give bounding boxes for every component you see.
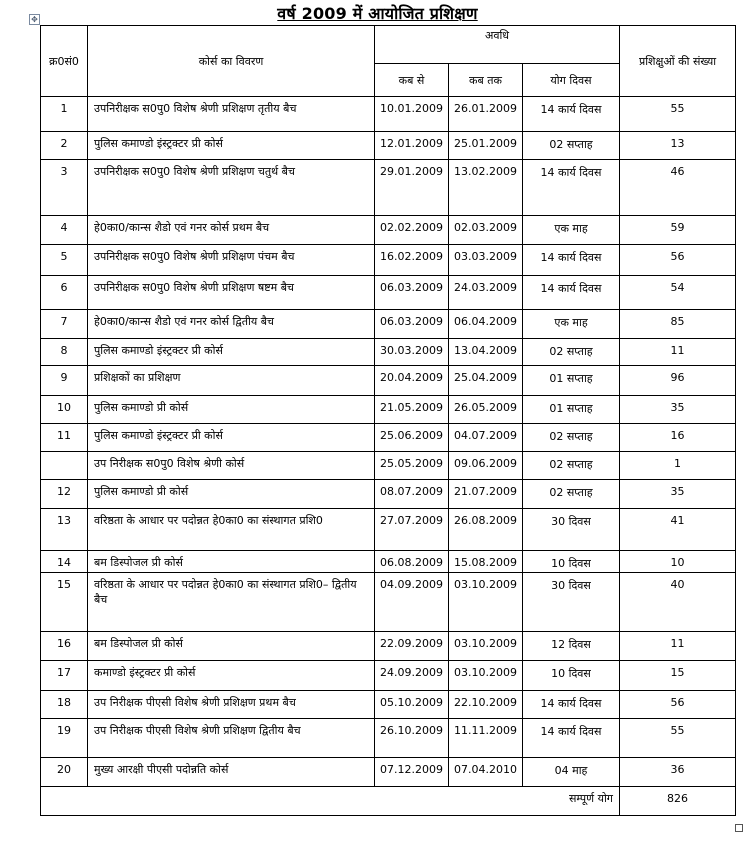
table-row [41, 132, 736, 160]
row-days: 14 कार्य दिवस [523, 160, 620, 216]
row-sn: 17 [41, 661, 88, 691]
table-row [41, 480, 736, 509]
row-to: 13.02.2009 [449, 160, 523, 216]
row-from: 08.07.2009 [375, 480, 449, 509]
row-course: हे0का0/कान्स शैडो एवं गनर कोर्स द्वितीय बैच [88, 310, 375, 339]
row-course: उपनिरीक्षक स0पु0 विशेष श्रेणी प्रशिक्षण पंचम बैच [88, 245, 375, 276]
row-from: 21.05.2009 [375, 396, 449, 424]
row-from: 06.08.2009 [375, 551, 449, 573]
row-count: 55 [620, 719, 736, 758]
row-count: 13 [620, 132, 736, 160]
row-course: मुख्य आरक्षी पीएसी पदोन्नति कोर्स [88, 758, 375, 787]
row-sn: 15 [41, 573, 88, 632]
row-sn: 19 [41, 719, 88, 758]
row-days: 14 कार्य दिवस [523, 245, 620, 276]
row-from: 22.09.2009 [375, 632, 449, 661]
total-label: सम्पूर्ण योग [41, 787, 620, 816]
row-days: 30 दिवस [523, 573, 620, 632]
row-from: 26.10.2009 [375, 719, 449, 758]
row-course: पुलिस कमाण्डो प्री कोर्स [88, 480, 375, 509]
table-move-handle-icon[interactable]: ✥ [29, 14, 40, 25]
row-days: 14 कार्य दिवस [523, 719, 620, 758]
row-days: 02 सप्ताह [523, 339, 620, 366]
row-count: 85 [620, 310, 736, 339]
header-duration: अवधि [375, 26, 620, 64]
row-course: पुलिस कमाण्डो प्री कोर्स [88, 396, 375, 424]
row-to: 24.03.2009 [449, 276, 523, 310]
row-from: 06.03.2009 [375, 310, 449, 339]
row-count: 59 [620, 216, 736, 245]
header-course: कोर्स का विवरण [88, 26, 375, 97]
row-to: 03.10.2009 [449, 573, 523, 632]
row-count: 35 [620, 396, 736, 424]
row-sn: 1 [41, 97, 88, 132]
row-from: 25.06.2009 [375, 424, 449, 452]
row-count: 96 [620, 366, 736, 396]
row-count: 16 [620, 424, 736, 452]
row-course: उपनिरीक्षक स0पु0 विशेष श्रेणी प्रशिक्षण चतुर्थ बैच [88, 160, 375, 216]
row-from: 30.03.2009 [375, 339, 449, 366]
header-sn: क्र0सं0 [41, 26, 88, 97]
row-course: हे0का0/कान्स शैडो एवं गनर कोर्स प्रथम बैच [88, 216, 375, 245]
table-row [41, 452, 736, 480]
row-sn: 2 [41, 132, 88, 160]
row-from: 06.03.2009 [375, 276, 449, 310]
row-sn: 10 [41, 396, 88, 424]
row-from: 05.10.2009 [375, 691, 449, 719]
row-days: 14 कार्य दिवस [523, 276, 620, 310]
row-to: 04.07.2009 [449, 424, 523, 452]
row-sn: 7 [41, 310, 88, 339]
row-count: 56 [620, 245, 736, 276]
row-to: 26.05.2009 [449, 396, 523, 424]
row-to: 13.04.2009 [449, 339, 523, 366]
row-course: उप निरीक्षक स0पु0 विशेष श्रेणी कोर्स [88, 452, 375, 480]
table-row [41, 276, 736, 310]
row-sn: 14 [41, 551, 88, 573]
row-days: 10 दिवस [523, 551, 620, 573]
row-course: पुलिस कमाण्डो इंस्ट्रक्टर प्री कोर्स [88, 132, 375, 160]
table-row [41, 424, 736, 452]
row-count: 56 [620, 691, 736, 719]
row-days: 02 सप्ताह [523, 424, 620, 452]
row-sn: 3 [41, 160, 88, 216]
row-course: बम डिस्पोजल प्री कोर्स [88, 632, 375, 661]
row-days: 02 सप्ताह [523, 132, 620, 160]
table-row [41, 396, 736, 424]
row-course: उपनिरीक्षक स0पु0 विशेष श्रेणी प्रशिक्षण तृतीय बैच [88, 97, 375, 132]
row-days: 30 दिवस [523, 509, 620, 551]
row-sn: 8 [41, 339, 88, 366]
row-days: 02 सप्ताह [523, 452, 620, 480]
row-from: 10.01.2009 [375, 97, 449, 132]
row-course: बम डिस्पोजल प्री कोर्स [88, 551, 375, 573]
row-count: 36 [620, 758, 736, 787]
table-row [41, 509, 736, 551]
row-to: 03.10.2009 [449, 661, 523, 691]
row-count: 11 [620, 339, 736, 366]
row-from: 25.05.2009 [375, 452, 449, 480]
row-from: 07.12.2009 [375, 758, 449, 787]
row-course: प्रशिक्षकों का प्रशिक्षण [88, 366, 375, 396]
row-days: 04 माह [523, 758, 620, 787]
row-from: 29.01.2009 [375, 160, 449, 216]
row-count: 1 [620, 452, 736, 480]
row-to: 25.04.2009 [449, 366, 523, 396]
header-to: कब तक [449, 64, 523, 97]
row-course: पुलिस कमाण्डो इंस्ट्रक्टर प्री कोर्स [88, 424, 375, 452]
row-to: 09.06.2009 [449, 452, 523, 480]
row-days: 10 दिवस [523, 661, 620, 691]
training-table [40, 25, 736, 816]
row-to: 21.07.2009 [449, 480, 523, 509]
row-to: 15.08.2009 [449, 551, 523, 573]
row-from: 16.02.2009 [375, 245, 449, 276]
table-row [41, 551, 736, 573]
header-total-days: योग दिवस [523, 64, 620, 97]
row-count: 40 [620, 573, 736, 632]
row-to: 02.03.2009 [449, 216, 523, 245]
row-to: 03.03.2009 [449, 245, 523, 276]
row-count: 46 [620, 160, 736, 216]
row-to: 11.11.2009 [449, 719, 523, 758]
row-sn: 11 [41, 424, 88, 452]
row-from: 27.07.2009 [375, 509, 449, 551]
table-row [41, 97, 736, 132]
row-to: 03.10.2009 [449, 632, 523, 661]
row-to: 26.08.2009 [449, 509, 523, 551]
table-row [41, 160, 736, 216]
row-to: 25.01.2009 [449, 132, 523, 160]
row-from: 02.02.2009 [375, 216, 449, 245]
row-from: 20.04.2009 [375, 366, 449, 396]
row-sn: 13 [41, 509, 88, 551]
row-course: उप निरीक्षक पीएसी विशेष श्रेणी प्रशिक्षण द्वितीय बैच [88, 719, 375, 758]
row-days: 01 सप्ताह [523, 396, 620, 424]
table-row [41, 632, 736, 661]
row-count: 10 [620, 551, 736, 573]
row-sn: 6 [41, 276, 88, 310]
row-sn: 12 [41, 480, 88, 509]
row-from: 24.09.2009 [375, 661, 449, 691]
row-sn: 16 [41, 632, 88, 661]
row-to: 06.04.2009 [449, 310, 523, 339]
table-row [41, 339, 736, 366]
page-title: वर्ष 2009 में आयोजित प्रशिक्षण [277, 4, 478, 23]
row-from: 04.09.2009 [375, 573, 449, 632]
row-from: 12.01.2009 [375, 132, 449, 160]
row-course: कमाण्डो इंस्ट्रक्टर प्री कोर्स [88, 661, 375, 691]
row-days: 14 कार्य दिवस [523, 691, 620, 719]
table-row [41, 691, 736, 719]
row-sn: 18 [41, 691, 88, 719]
row-days: 12 दिवस [523, 632, 620, 661]
row-days: 14 कार्य दिवस [523, 97, 620, 132]
table-row [41, 661, 736, 691]
row-count: 11 [620, 632, 736, 661]
row-course: वरिष्ठता के आधार पर पदोन्नत हे0का0 का संस्थागत प्रशि0– द्वितीय बैच [88, 573, 375, 632]
row-to: 26.01.2009 [449, 97, 523, 132]
table-row [41, 310, 736, 339]
row-to: 07.04.2010 [449, 758, 523, 787]
row-days: एक माह [523, 216, 620, 245]
row-to: 22.10.2009 [449, 691, 523, 719]
header-trainees: प्रशिक्षुओं की संख्या [620, 26, 736, 97]
row-count: 35 [620, 480, 736, 509]
row-sn: 5 [41, 245, 88, 276]
table-row [41, 719, 736, 758]
row-days: एक माह [523, 310, 620, 339]
row-sn [41, 452, 88, 480]
table-row [41, 245, 736, 276]
table-row [41, 573, 736, 632]
row-count: 41 [620, 509, 736, 551]
table-row [41, 366, 736, 396]
row-course: उपनिरीक्षक स0पु0 विशेष श्रेणी प्रशिक्षण षष्टम बैच [88, 276, 375, 310]
row-course: पुलिस कमाण्डो इंस्ट्रक्टर प्री कोर्स [88, 339, 375, 366]
table-row [41, 216, 736, 245]
table-row [41, 758, 736, 787]
row-count: 15 [620, 661, 736, 691]
row-sn: 20 [41, 758, 88, 787]
row-count: 55 [620, 97, 736, 132]
total-value: 826 [620, 787, 736, 816]
row-sn: 4 [41, 216, 88, 245]
row-count: 54 [620, 276, 736, 310]
row-days: 02 सप्ताह [523, 480, 620, 509]
row-course: उप निरीक्षक पीएसी विशेष श्रेणी प्रशिक्षण प्रथम बैच [88, 691, 375, 719]
header-from: कब से [375, 64, 449, 97]
row-days: 01 सप्ताह [523, 366, 620, 396]
row-sn: 9 [41, 366, 88, 396]
table-resize-handle-icon[interactable] [735, 824, 743, 832]
row-course: वरिष्ठता के आधार पर पदोन्नत हे0का0 का संस्थागत प्रशि0 [88, 509, 375, 551]
